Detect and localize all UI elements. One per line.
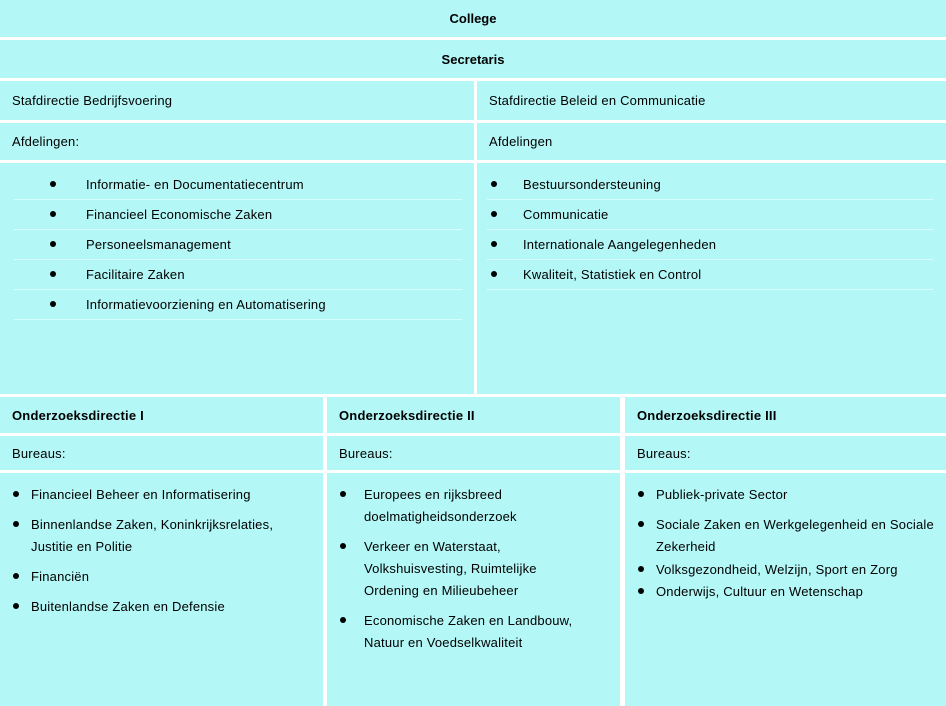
list-item-text: Facilitaire Zaken [86,267,185,282]
list-item-text: Verkeer en Waterstaat, Volkshuisvesting, Ruimtelijke Ordening en Milieubeheer [364,539,537,598]
list-item-text: Publiek-private Sector [656,487,788,502]
onderzoeksdirectie-3-list-box [625,473,946,706]
list-item [487,230,933,260]
bullet-icon [638,491,644,497]
onderzoeksdirectie-2-sublabel [327,436,620,470]
onderzoeksdirectie-title-label: Onderzoeksdirectie III [637,407,777,423]
bullet-icon [491,181,497,187]
bureaus-list [339,484,594,662]
onderzoeksdirectie-title-label: Onderzoeksdirectie II [339,407,475,423]
stafdirectie-title-label: Stafdirectie Bedrijfsvoering [12,93,173,108]
list-item-text: Onderwijs, Cultuur en Wetenschap [656,584,864,599]
afdelingen-label: Afdelingen [489,134,553,149]
bullet-icon [50,181,56,187]
list-item [637,581,941,603]
list-item-text: Internationale Aangelegenheden [523,237,717,252]
list-item-text: Informatievoorziening en Automatisering [86,297,326,312]
bullet-icon [638,521,644,527]
list-item [487,200,933,230]
college-box [0,0,946,37]
list-item [637,559,941,581]
afdelingen-list [14,170,462,320]
bullet-icon [491,241,497,247]
bullet-icon [340,491,346,497]
bullet-icon [340,543,346,549]
list-item [339,536,594,602]
list-item [14,230,462,260]
list-item-text: Kwaliteit, Statistiek en Control [523,267,702,282]
list-item-text: Volksgezondheid, Welzijn, Sport en Zorg [656,562,898,577]
bullet-icon [50,241,56,247]
list-item-text: Europees en rijksbreed doelmatigheidsonderzoek [364,487,517,524]
onderzoeksdirectie-1-title [0,397,323,433]
bullet-icon [13,603,19,609]
list-item [12,484,312,506]
list-item [12,596,312,618]
secretaris-box [0,40,946,78]
stafdirectie-bedrijfsvoering-sublabel [0,123,474,160]
onderzoeksdirectie-title-label: Onderzoeksdirectie I [12,407,144,423]
stafdirectie-title-label: Stafdirectie Beleid en Communicatie [489,93,706,108]
list-item [637,514,941,558]
onderzoeksdirectie-1-sublabel [0,436,323,470]
onderzoeksdirectie-3-sublabel [625,436,946,470]
bullet-icon [13,573,19,579]
bureaus-label: Bureaus: [637,445,691,461]
list-item [14,260,462,290]
stafdirectie-beleid-list-box [477,163,946,394]
bullet-icon [13,521,19,527]
list-item-text: Binnenlandse Zaken, Koninkrijksrelaties, Justitie en Politie [31,517,274,554]
list-item [12,566,312,588]
list-item-text: Economische Zaken en Landbouw, Natuur en Voedselkwaliteit [364,613,573,650]
list-item [14,170,462,200]
bureaus-label: Bureaus: [339,445,393,461]
list-item-text: Sociale Zaken en Werkgelegenheid en Sociale Zekerheid [656,517,934,554]
list-item-text: Financiën [31,569,90,584]
list-item-text: Financieel Economische Zaken [86,207,273,222]
list-item-text: Buitenlandse Zaken en Defensie [31,599,225,614]
bullet-icon [491,211,497,217]
stafdirectie-bedrijfsvoering-list-box [0,163,474,394]
list-item [14,200,462,230]
list-item [487,260,933,290]
list-item [339,484,594,528]
list-item [14,290,462,320]
bureaus-list [12,484,312,626]
stafdirectie-beleid-sublabel [477,123,946,160]
afdelingen-list [487,170,933,290]
onderzoeksdirectie-3-title [625,397,946,433]
stafdirectie-bedrijfsvoering-title [0,81,474,120]
onderzoeksdirectie-1-list-box [0,473,323,706]
bureaus-label: Bureaus: [12,445,66,461]
bullet-icon [50,211,56,217]
secretaris-label: Secretaris [441,51,505,67]
list-item-text: Bestuursondersteuning [523,177,661,192]
bullet-icon [638,588,644,594]
list-item-text: Communicatie [523,207,609,222]
bullet-icon [340,617,346,623]
college-label: College [449,11,497,26]
list-item-text: Financieel Beheer en Informatisering [31,487,251,502]
bullet-icon [638,566,644,572]
bullet-icon [13,491,19,497]
list-item [12,514,312,558]
list-item-text: Informatie- en Documentatiecentrum [86,177,304,192]
onderzoeksdirectie-2-title [327,397,620,433]
onderzoeksdirectie-2-list-box [327,473,620,706]
list-item [487,170,933,200]
afdelingen-label: Afdelingen: [12,134,80,149]
bullet-icon [50,301,56,307]
bullet-icon [491,271,497,277]
bullet-icon [50,271,56,277]
bureaus-list [637,484,941,603]
list-item [637,484,941,506]
stafdirectie-beleid-title [477,81,946,120]
list-item-text: Personeelsmanagement [86,237,231,252]
list-item [339,610,594,654]
